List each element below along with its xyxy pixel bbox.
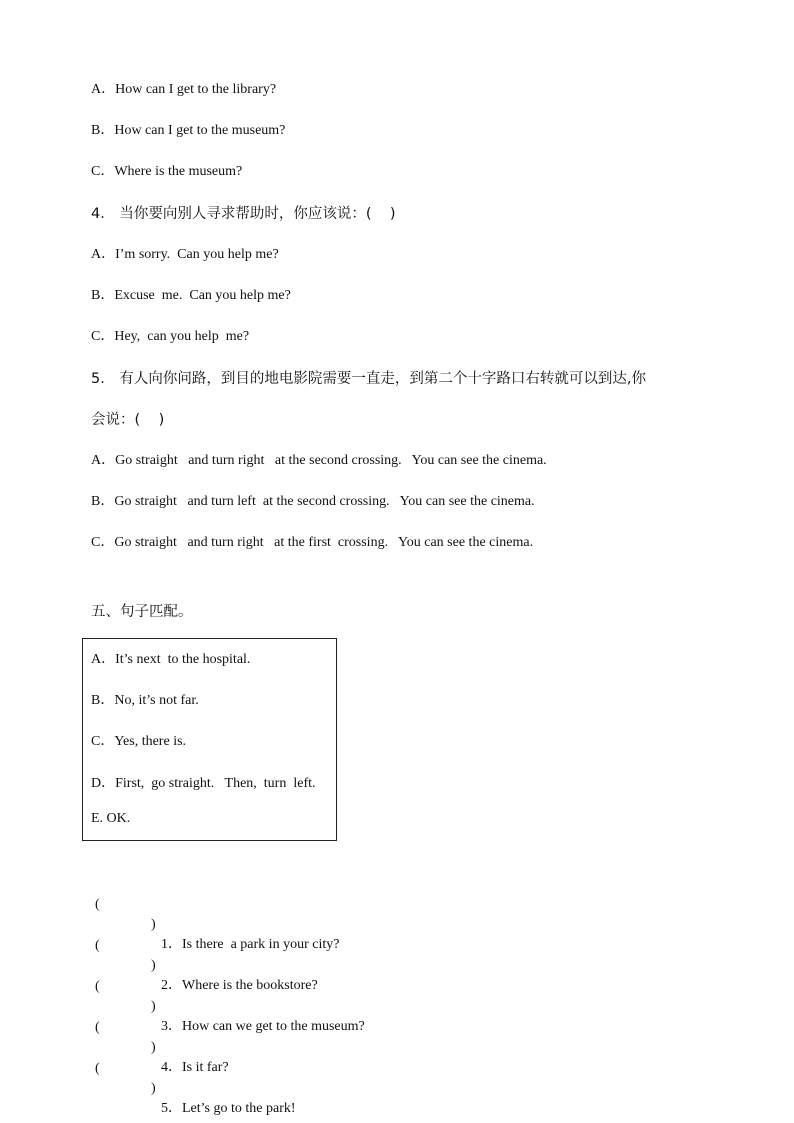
q4-option-b: B．Excuse me. Can you help me?: [91, 288, 291, 303]
q5-stem-line2: 会说：( ): [91, 412, 165, 428]
answer-b: B．No, it’s not far.: [91, 693, 199, 708]
blank-open: (: [95, 979, 100, 994]
blank-close: ): [151, 1081, 156, 1096]
blank-open: (: [95, 938, 100, 953]
blank-close: ): [151, 917, 156, 932]
match-question: 2．Where is the bookstore?: [161, 978, 318, 993]
match-question: 3．How can we get to the museum?: [161, 1019, 365, 1034]
blank-close: ): [151, 999, 156, 1014]
q3-option-c: C．Where is the museum?: [91, 164, 243, 179]
match-row: [95, 875, 515, 952]
match-question: 5．Let’s go to the park!: [161, 1101, 296, 1116]
q5-option-a: A．Go straight and turn right at the second crossing. You can see the cinema.: [91, 453, 547, 468]
answer-d: D．First, go straight. Then, turn left.: [91, 776, 316, 791]
blank-open: (: [95, 897, 100, 912]
q4-option-a: A．I’m sorry. Can you help me?: [91, 247, 279, 262]
blank-close: ): [151, 958, 156, 973]
answer-a: A．It’s next to the hospital.: [91, 652, 251, 667]
q3-option-a: A．How can I get to the library?: [91, 82, 277, 97]
blank-close: ): [151, 1040, 156, 1055]
q5-option-c: C．Go straight and turn right at the first crossing. You can see the cinema.: [91, 535, 534, 550]
section-title: 五、句子匹配。: [91, 604, 193, 620]
blank-open: (: [95, 1020, 100, 1035]
answer-e: E. OK.: [91, 811, 131, 826]
answer-c: C．Yes, there is.: [91, 734, 187, 749]
match-question: 1．Is there a park in your city?: [161, 937, 340, 952]
blank-open: (: [95, 1061, 100, 1076]
q4-stem: 4． 当你要向别人寻求帮助时，你应该说：( ): [91, 206, 396, 222]
q4-option-c: C．Hey, can you help me?: [91, 329, 250, 344]
match-question: 4．Is it far?: [161, 1060, 229, 1075]
q3-option-b: B．How can I get to the museum?: [91, 123, 286, 138]
q5-option-b: B．Go straight and turn left at the second crossing. You can see the cinema.: [91, 494, 535, 509]
q5-stem-line1: 5． 有人向你问路，到目的地电影院需要一直走，到第二个十字路口右转就可以到达,你: [91, 371, 646, 387]
